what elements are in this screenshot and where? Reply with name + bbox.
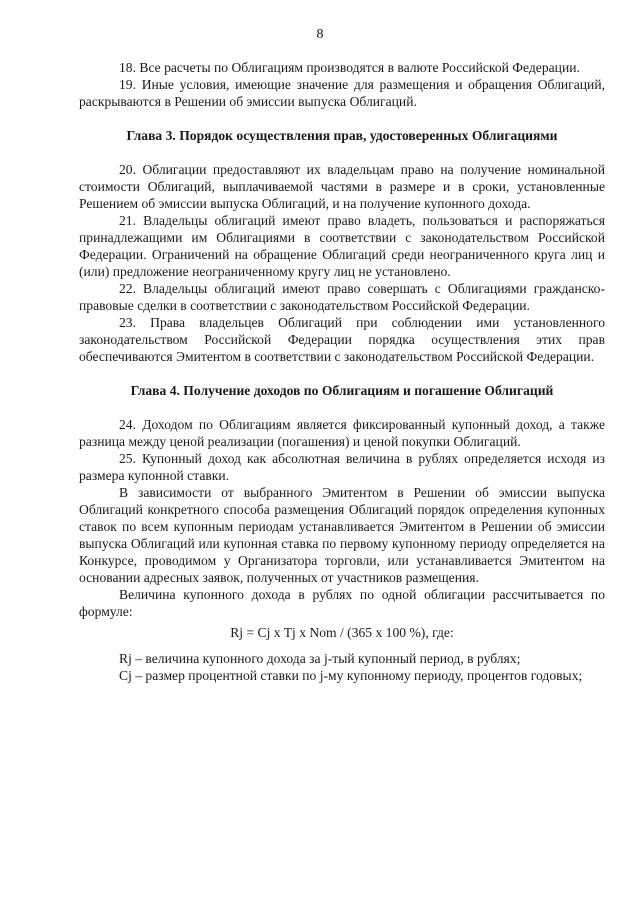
paragraph-20: 20. Облигации предоставляют их владельцам право на получение номинальной стоимости Облигаций, выплачиваемой частями в размере и в сроки, установленные Решением об эмиссии выпуска Облигаций, и на получение купонного дохода.: [79, 162, 605, 211]
paragraph-coupon-rate-method: В зависимости от выбранного Эмитентом в Решении об эмиссии выпуска Облигаций конкретного способа размещения Облигаций порядок определения купонных ставок по всем купонным периодам устанавливается Эмитентом в Решении об эмиссии выпуска Облигаций или купонная ставка по первому купонному периоду определяется на Конкурсе, проводимом у Организатора торговли, или устанавливается Эмитентом на основании адресных заявок, полученных от участников размещения.: [79, 485, 605, 585]
chapter-4-title: Глава 4. Получение доходов по Облигациям и погашение Облигаций: [130, 383, 554, 398]
paragraph-18: 18. Все расчеты по Облигациям производятся в валюте Российской Федерации.: [119, 60, 580, 75]
paragraph-24: 24. Доходом по Облигациям является фиксированный купонный доход, а также разница между ценой реализации (погашения) и ценой покупки Облигаций.: [79, 417, 605, 449]
paragraph-formula-intro: Величина купонного дохода в рублях по одной облигации рассчитывается по формуле:: [79, 587, 605, 619]
chapter-3-title: Глава 3. Порядок осуществления прав, удостоверенных Облигациями: [126, 128, 558, 143]
paragraph-25: 25. Купонный доход как абсолютная величина в рублях определяется исходя из размера купонной ставки.: [79, 451, 605, 483]
paragraph-22: 22. Владельцы облигаций имеют право совершать с Облигациями гражданско-правовые сделки в соответствии с законодательством Российской Федерации.: [79, 281, 605, 313]
definition-cj: Cj – размер процентной ставки по j-му купонному периоду, процентов годовых;: [119, 668, 583, 683]
paragraph-21: 21. Владельцы облигаций имеют право владеть, пользоваться и распоряжаться принадлежащими им Облигациями в соответствии с законодательством Российской Федерации. Ограничений на обращение Облигаций среди неограниченного круга лиц и (или) предложение неограниченному кругу лиц не установлено.: [79, 213, 605, 279]
paragraph-19: 19. Иные условия, имеющие значение для размещения и обращения Облигаций, раскрываются в Решении об эмиссии выпуска Облигаций.: [79, 77, 605, 109]
document-body: [79, 59, 605, 684]
coupon-formula: Rj = Cj x Tj x Nom / (365 x 100 %), где:: [230, 625, 454, 640]
paragraph-23: 23. Права владельцев Облигаций при соблюдении ими установленного законодательством Российской Федерации порядка осуществления этих прав обеспечиваются Эмитентом в соответствии с законодательством Российской Федерации.: [79, 315, 605, 364]
definition-rj: Rj – величина купонного дохода за j-тый купонный период, в рублях;: [119, 651, 521, 666]
page-number: 8: [316, 27, 324, 42]
